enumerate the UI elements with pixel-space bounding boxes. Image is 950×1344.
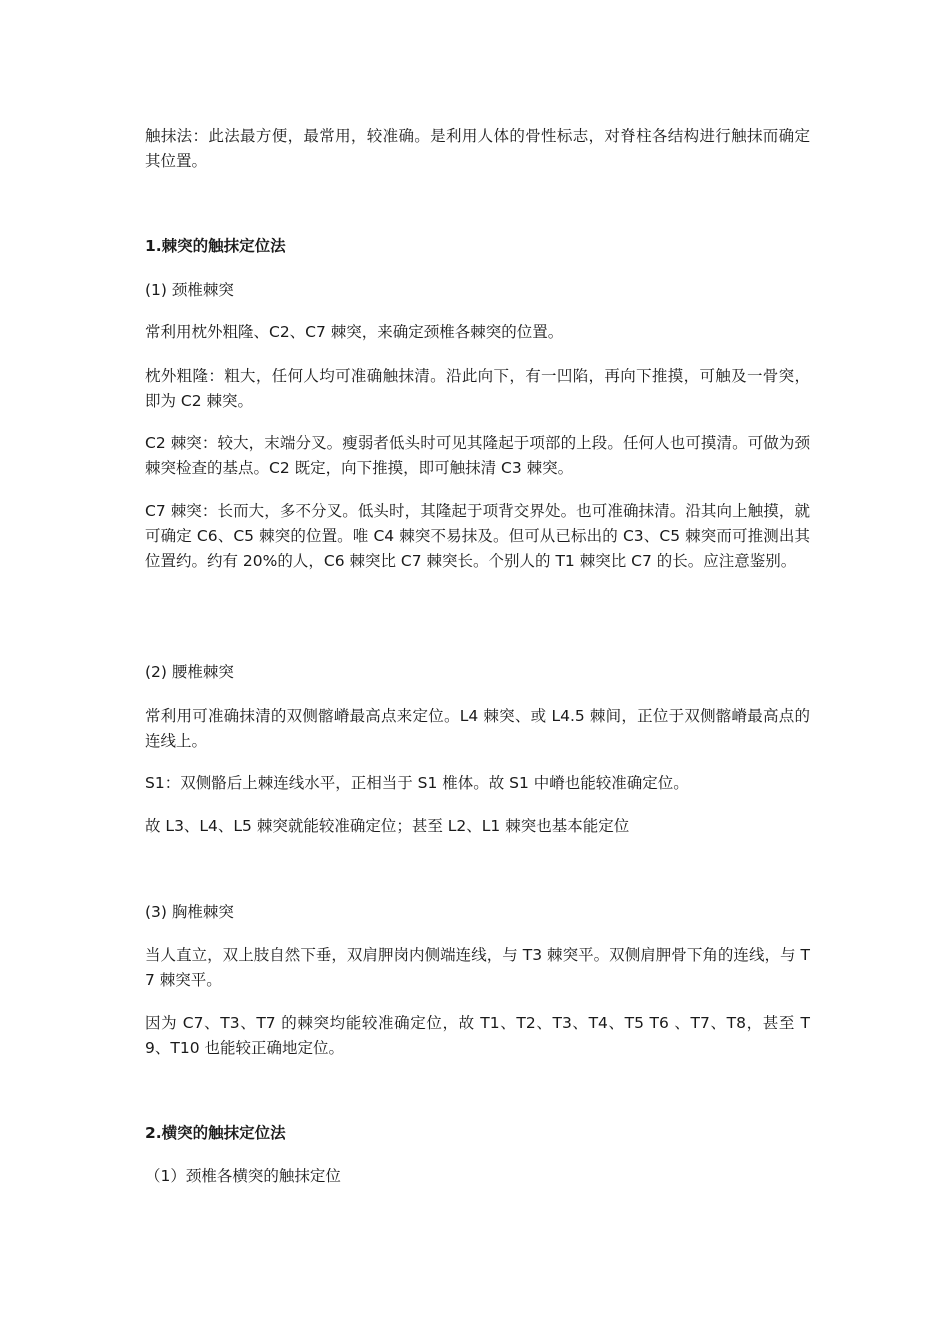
paragraph-thoracic-levels: 因为 C7、T3、T7 的棘突均能较准确定位，故 T1、T2、T3、T4、T5 T6 、T7、T8，甚至 T9、T10 也能较正确地定位。 xyxy=(145,1014,810,1057)
paragraph-s1: S1：双侧骼后上棘连线水平，正相当于 S1 椎体。故 S1 中嵴也能较准确定位。 xyxy=(145,774,689,792)
intro-paragraph: 触抹法：此法最方便，最常用，较准确。是利用人体的骨性标志，对脊柱各结构进行触抹而确定其位置。 xyxy=(145,127,810,170)
paragraph-lumbar-levels: 故 L3、L4、L5 棘突就能较准确定位；甚至 L2、L1 棘突也基本能定位 xyxy=(145,817,630,835)
paragraph-c2-spinous: C2 棘突：较大，末端分叉。瘦弱者低头时可见其隆起于项部的上段。任何人也可摸清。可做为颈棘突检查的基点。C2 既定，向下推摸，即可触抹清 C3 棘突。 xyxy=(145,434,810,477)
paragraph-occipital-protuberance: 枕外粗隆：粗大，任何人均可准确触抹清。沿此向下，有一凹陷，再向下推摸，可触及一骨突，即为 C2 棘突。 xyxy=(145,367,810,410)
subsection-title-lumbar: (2) 腰椎棘突 xyxy=(145,663,234,681)
subsection-title-thoracic: (3) 胸椎棘突 xyxy=(145,903,234,921)
paragraph-cervical-landmarks: 常利用枕外粗隆、C2、C7 棘突，来确定颈椎各棘突的位置。 xyxy=(145,323,564,341)
section-heading-transverse: 2.横突的触抹定位法 xyxy=(145,1124,286,1142)
paragraph-iliac-crest: 常利用可准确抹清的双侧髂嵴最高点来定位。L4 棘突、或 L4.5 棘间，正位于双侧髂嵴最高点的连线上。 xyxy=(145,707,810,750)
subsection-title-cervical: (1) 颈椎棘突 xyxy=(145,281,234,299)
paragraph-scapula-lines: 当人直立，双上肢自然下垂，双肩胛岗内侧端连线，与 T3 棘突平。双侧肩胛骨下角的连线，与 T7 棘突平。 xyxy=(145,946,810,989)
section-heading-spinous: 1.棘突的触抹定位法 xyxy=(145,237,286,255)
subsection-title-cervical-transverse: （1）颈椎各横突的触抹定位 xyxy=(145,1167,341,1185)
paragraph-c7-spinous: C7 棘突：长而大，多不分叉。低头时，其隆起于项背交界处。也可准确抹清。沿其向上触摸，就可确定 C6、C5 棘突的位置。唯 C4 棘突不易抹及。但可从已标出的 C3、C5 棘突而可推测出其位置约。约有 20%的人，C6 棘突比 C7 棘突长。个别人的 T1 棘突比 C7 的长。应注意鉴别。 xyxy=(145,502,810,570)
